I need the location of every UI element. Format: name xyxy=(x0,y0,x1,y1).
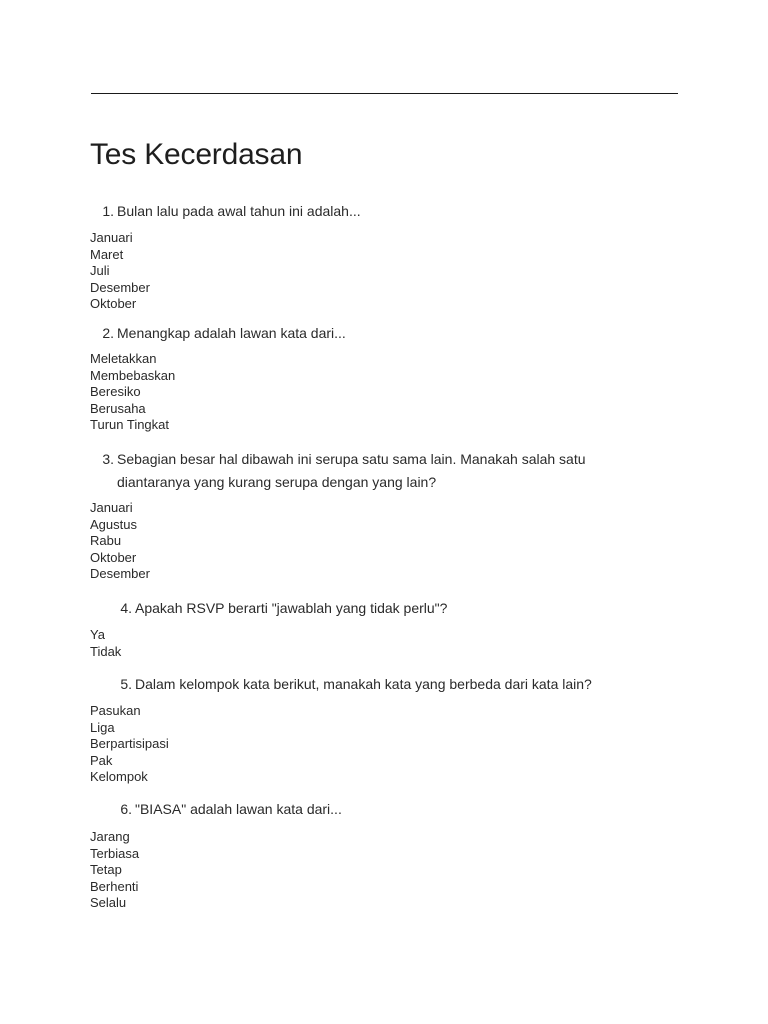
question-text: Dalam kelompok kata berikut, manakah kata yang berbeda dari kata lain? xyxy=(135,676,592,692)
question-number: 3. xyxy=(102,451,114,467)
options-3 xyxy=(90,500,150,583)
option-item[interactable]: Januari xyxy=(90,230,133,245)
question-number: 6. xyxy=(120,801,132,817)
option-item[interactable]: Juli xyxy=(90,263,110,278)
option-item[interactable]: Rabu xyxy=(90,533,122,548)
option-item[interactable]: Turun Tingkat xyxy=(90,417,170,432)
options-6 xyxy=(90,829,139,912)
question-5 xyxy=(108,673,728,696)
question-3 xyxy=(90,448,710,494)
question-2 xyxy=(90,322,690,345)
question-6 xyxy=(108,798,708,821)
option-item[interactable]: Tetap xyxy=(90,862,122,877)
option-item[interactable]: Berpartisipasi xyxy=(90,736,169,751)
options-2 xyxy=(90,351,175,434)
question-number: 1. xyxy=(102,203,114,219)
option-item[interactable]: Januari xyxy=(90,500,133,515)
option-item[interactable]: Berhenti xyxy=(90,878,139,894)
question-text: Sebagian besar hal dibawah ini serupa satu sama lain. Manakah salah satu xyxy=(117,451,586,467)
options-1 xyxy=(90,230,150,313)
option-item[interactable]: Beresiko xyxy=(90,384,141,399)
option-item[interactable]: Agustus xyxy=(90,516,137,532)
question-number: 2. xyxy=(102,325,114,341)
question-text: "BIASA" adalah lawan kata dari... xyxy=(135,801,342,817)
question-number: 5. xyxy=(120,676,132,692)
option-item[interactable]: Meletakkan xyxy=(90,351,157,366)
option-item[interactable]: Kelompok xyxy=(90,769,148,784)
option-item[interactable]: Desember xyxy=(90,566,150,581)
option-item[interactable]: Tidak xyxy=(90,643,122,659)
page-title: Tes Kecerdasan xyxy=(90,138,303,171)
question-text-continued: diantaranya yang kurang serupa dengan yang lain? xyxy=(117,474,437,490)
question-text: Menangkap adalah lawan kata dari... xyxy=(117,325,346,341)
option-item[interactable]: Oktober xyxy=(90,296,137,311)
option-item[interactable]: Jarang xyxy=(90,829,130,844)
question-1 xyxy=(90,200,690,223)
option-item[interactable]: Liga xyxy=(90,719,115,735)
header-divider xyxy=(91,93,678,94)
question-4 xyxy=(108,597,708,620)
options-5 xyxy=(90,703,169,786)
option-item[interactable]: Terbiasa xyxy=(90,845,140,861)
option-item[interactable]: Maret xyxy=(90,246,124,262)
option-item[interactable]: Selalu xyxy=(90,895,127,910)
option-item[interactable]: Oktober xyxy=(90,549,137,565)
question-text: Apakah RSVP berarti "jawablah yang tidak perlu"? xyxy=(135,600,448,616)
option-item[interactable]: Pasukan xyxy=(90,703,141,718)
option-item[interactable]: Pak xyxy=(90,752,113,768)
option-item[interactable]: Membebaskan xyxy=(90,367,176,383)
question-number: 4. xyxy=(120,600,132,616)
option-item[interactable]: Berusaha xyxy=(90,400,146,416)
options-4 xyxy=(90,627,121,660)
option-item[interactable]: Desember xyxy=(90,279,150,295)
option-item[interactable]: Ya xyxy=(90,627,105,642)
question-text: Bulan lalu pada awal tahun ini adalah... xyxy=(117,203,361,219)
